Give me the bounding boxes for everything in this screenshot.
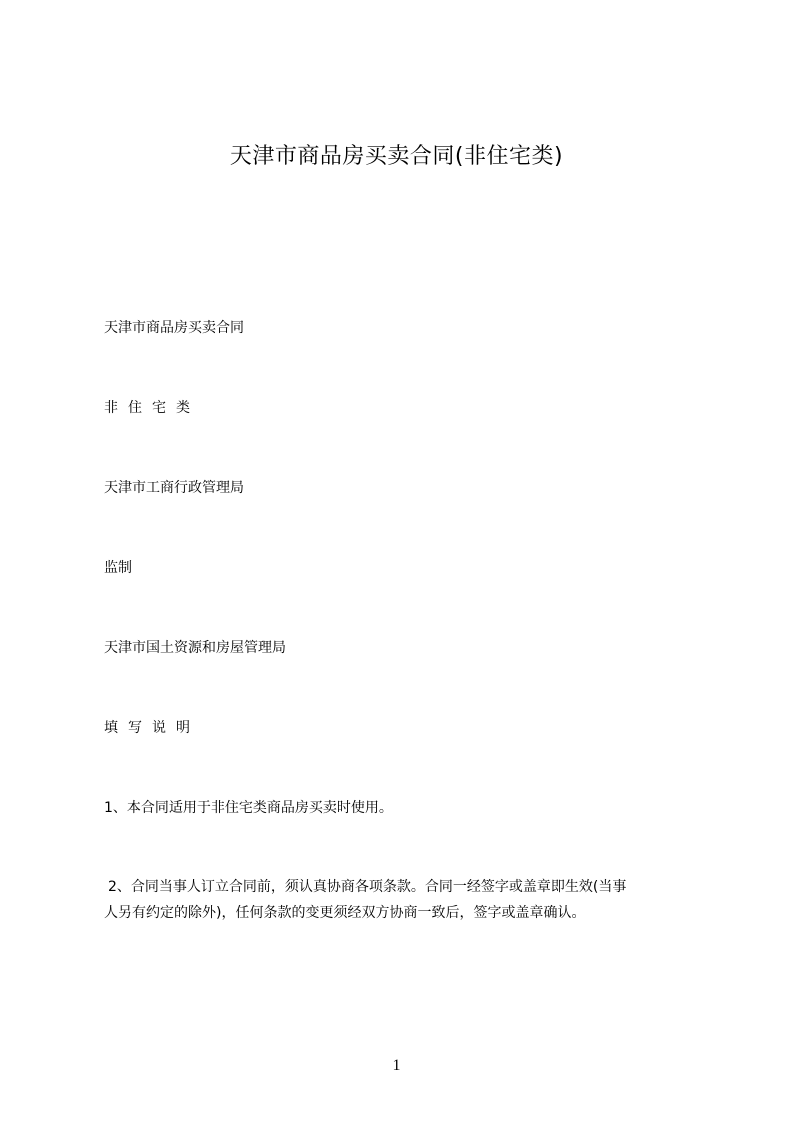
issuer-line-2: 天津市国土资源和房屋管理局 (104, 640, 286, 656)
category-line: 非住宅类 (104, 400, 200, 416)
instruction-item-1: 1、本合同适用于非住宅类商品房买卖时使用。 (104, 800, 393, 816)
issuer-line-1: 天津市工商行政管理局 (104, 480, 244, 496)
instruction-item-2-line-1: 2、合同当事人订立合同前，须认真协商各项条款。合同一经签字或盖章即生效(当事 (108, 879, 627, 895)
instructions-heading: 填写说明 (104, 720, 200, 736)
supervision-line: 监制 (104, 560, 132, 576)
document-title: 天津市商品房买卖合同(非住宅类) (229, 144, 564, 169)
page-number: 1 (392, 1057, 401, 1074)
instruction-item-2-line-2: 人另有约定的除外)，任何条款的变更须经双方协商一致后，签字或盖章确认。 (104, 905, 586, 921)
instruction-item-2 (104, 874, 724, 926)
contract-name-line: 天津市商品房买卖合同 (104, 320, 244, 336)
